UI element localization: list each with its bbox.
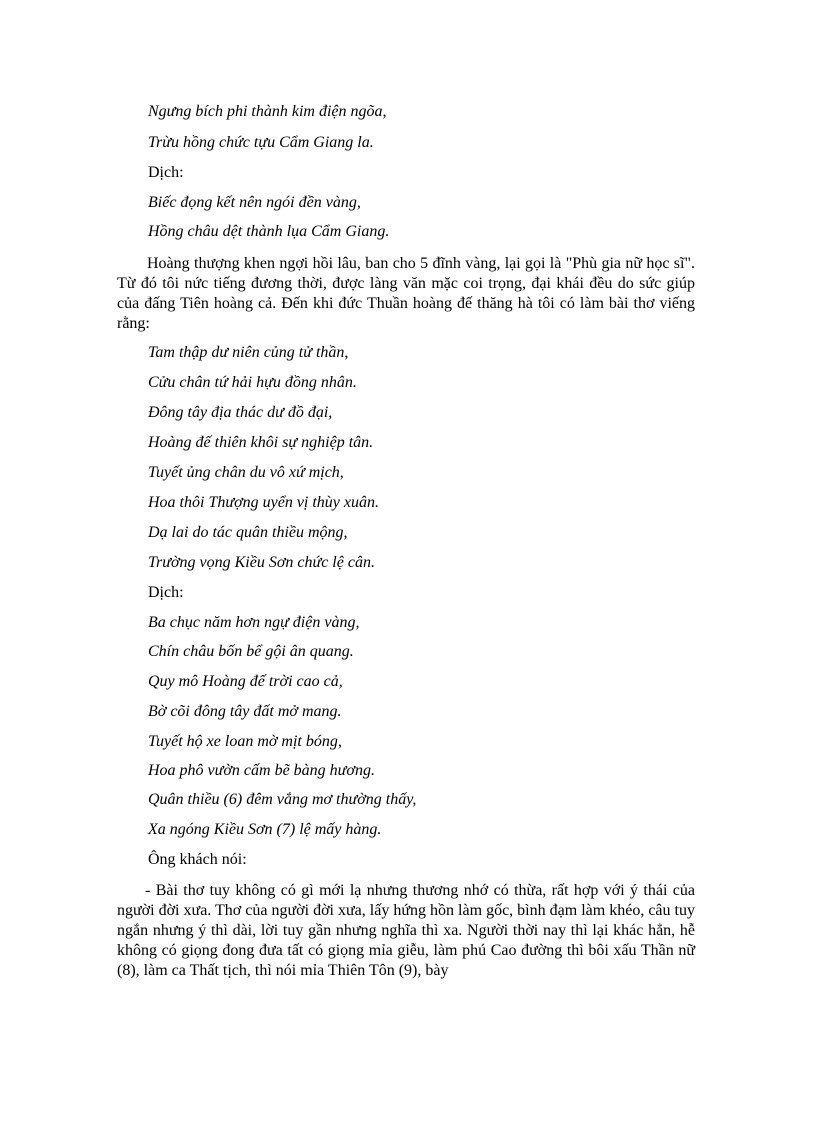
poem2-translation-label: Dịch: bbox=[148, 584, 184, 601]
poem2-line-3: Đông tây địa thác dư đồ đại, bbox=[148, 404, 333, 421]
narrative-paragraph: Hoàng thượng khen ngợi hồi lâu, ban cho 5 đĩnh vàng, lại gọi là "Phù gia nữ học sĩ". Từ đó tôi nức tiếng đương thời, được làng văn mặc coi trọng, đại khái đều do sức giúp của đấng Tiên hoàng cả. Đến khi đức Thuần hoàng đế thăng hà tôi có làm bài thơ viếng rằng: bbox=[117, 255, 695, 332]
poem2-line-2: Cửu chân tứ hải hựu đồng nhân. bbox=[148, 374, 357, 391]
poem2-line-8: Trường vọng Kiều Sơn chức lệ cân. bbox=[148, 554, 375, 571]
poem2-line-5: Tuyết ủng chân du vô xứ mịch, bbox=[148, 464, 344, 481]
poem2-translation-line-7: Quân thiều (6) đêm vắng mơ thường thấy, bbox=[148, 791, 417, 808]
poem2-translation-line-3: Quy mô Hoàng đế trời cao cả, bbox=[148, 673, 343, 690]
guest-reply-paragraph: - Bài thơ tuy không có gì mới lạ nhưng thương nhớ có thừa, rất hợp với ý thái của người đời xưa. Thơ của người đời xưa, lấy hứng hồn làm gốc, bình đạm làm khéo, câu tuy ngắn nhưng ý thì dài, lời tuy gần nhưng nghĩa thì xa. Người thời nay thì lại khác hẳn, hễ không có giọng đong đưa tất có giọng mỉa giễu, làm phú Cao đường thì bôi xấu Thần nữ (8), làm ca Thất tịch, thì nói mỉa Thiên Tôn (9), bày bbox=[117, 882, 695, 979]
poem2-translation-line-6: Hoa phô vườn cấm bẽ bàng hương. bbox=[148, 762, 375, 779]
poem1-line-1: Ngưng bích phi thành kim điện ngõa, bbox=[148, 103, 387, 120]
poem1-translation-line-2: Hồng châu dệt thành lụa Cẩm Giang. bbox=[148, 223, 390, 240]
poem2-line-6: Hoa thôi Thượng uyển vị thùy xuân. bbox=[148, 494, 380, 511]
guest-label: Ông khách nói: bbox=[148, 851, 247, 868]
poem1-translation-line-1: Biếc đọng kết nên ngói đền vàng, bbox=[148, 194, 361, 211]
poem1-translation-label: Dịch: bbox=[148, 164, 184, 181]
poem2-translation-line-4: Bờ cõi đông tây đất mở mang. bbox=[148, 703, 342, 720]
poem2-line-1: Tam thập dư niên củng tử thần, bbox=[148, 344, 349, 361]
poem1-line-2: Trừu hồng chức tựu Cẩm Giang la. bbox=[148, 134, 374, 151]
poem2-translation-line-5: Tuyết hộ xe loan mờ mịt bóng, bbox=[148, 733, 342, 750]
poem2-line-4: Hoàng đế thiên khôi sự nghiệp tân. bbox=[148, 434, 374, 451]
poem2-line-7: Dạ lai do tác quân thiều mộng, bbox=[148, 524, 348, 541]
poem2-translation-line-1: Ba chục năm hơn ngự điện vàng, bbox=[148, 614, 360, 631]
poem2-translation-line-2: Chín châu bốn bể gội ân quang. bbox=[148, 643, 354, 660]
poem2-translation-line-8: Xa ngóng Kiều Sơn (7) lệ mấy hàng. bbox=[148, 821, 382, 838]
